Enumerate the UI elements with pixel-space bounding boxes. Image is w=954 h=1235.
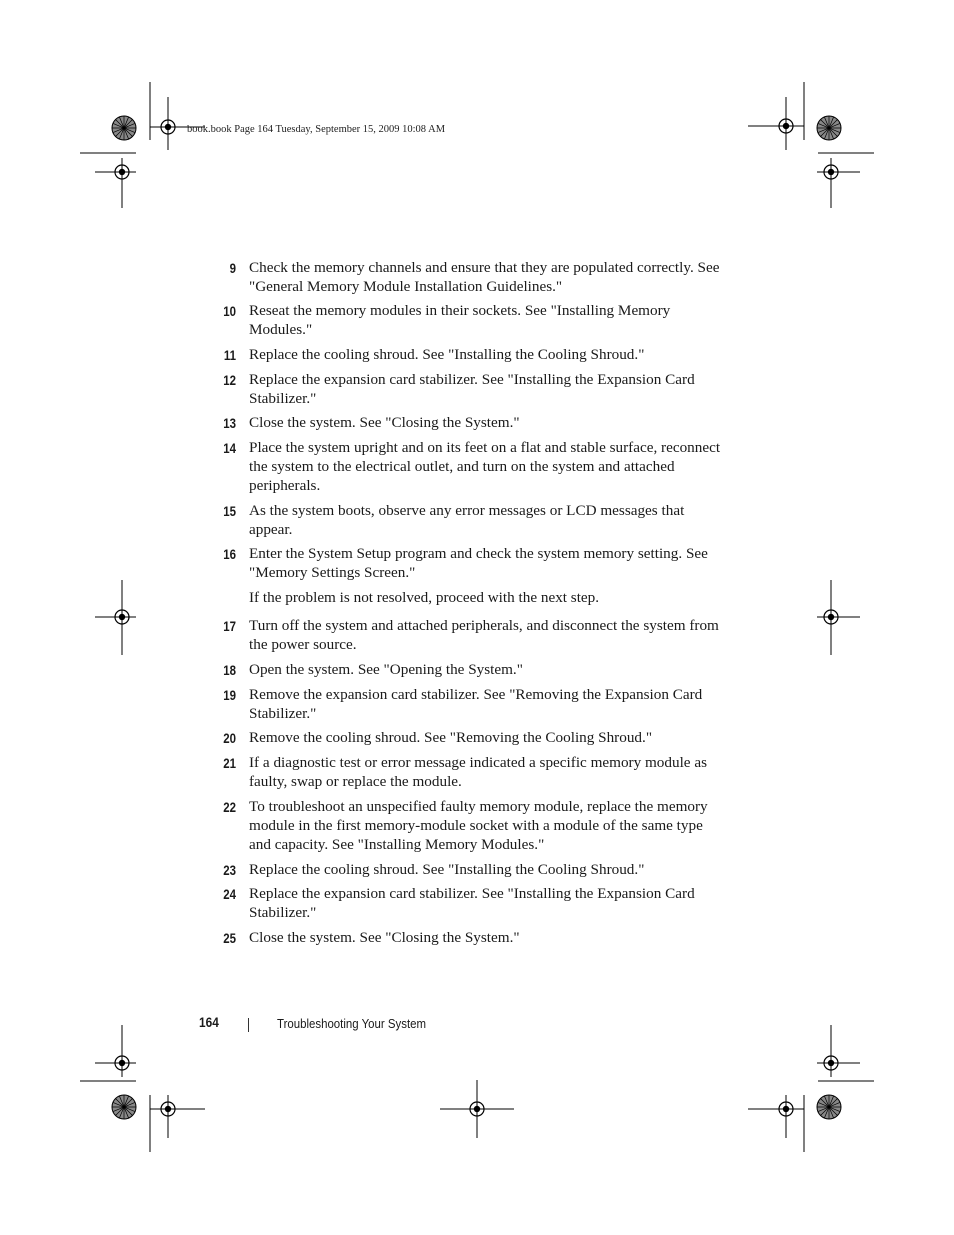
step-number: 10 [223,304,236,319]
bottom-left-marks [80,1025,205,1152]
step-number: 14 [223,441,236,456]
step-text: Place the system upright and on its feet on a flat and stable surface, reconnect the system to the electrical outlet, and turn on the system and attached peripherals. [249,439,721,494]
step-text: Remove the cooling shroud. See "Removing the Cooling Shroud." [249,729,653,746]
step-number: 17 [223,619,236,634]
footer-divider [248,1018,249,1032]
step-number: 13 [223,416,236,431]
step-text: Close the system. See "Closing the System." [249,414,520,431]
step-text: Replace the expansion card stabilizer. See "Installing the Expansion Card Stabilizer." [249,371,695,407]
step-number: 25 [223,931,236,946]
step-number: 16 [223,547,236,562]
bottom-right-marks [748,1025,874,1152]
step-text: Reseat the memory modules in their sockets. See "Installing Memory Modules." [249,302,671,338]
step-number: 23 [223,863,236,878]
step-text: Close the system. See "Closing the System." [249,929,520,946]
step-number: 18 [223,663,236,678]
top-right-marks [748,82,874,208]
step-text: Open the system. See "Opening the System." [249,661,523,678]
step-number: 12 [223,373,236,388]
step-note: If the problem is not resolved, proceed with the next step. [249,589,600,606]
step-text: Enter the System Setup program and check the system memory setting. See "Memory Settings Screen." [249,545,708,581]
step-text: To troubleshoot an unspecified faulty memory module, replace the memory module in the first memory-module socket with a module of the same type and capacity. See "Installing Memory Modules." [249,798,708,853]
step-number: 21 [223,756,236,771]
top-left-marks [80,82,205,208]
step-text: Replace the expansion card stabilizer. See "Installing the Expansion Card Stabilizer." [249,885,695,921]
step-number: 22 [223,800,236,815]
footer-section-title: Troubleshooting Your System [277,1016,427,1031]
step-text: Check the memory channels and ensure that they are populated correctly. See "General Memory Module Installation Guidelines." [249,259,720,295]
step-text: Replace the cooling shroud. See "Installing the Cooling Shroud." [249,861,645,878]
step-number: 9 [229,261,236,276]
step-number: 11 [223,348,236,363]
step-text: If a diagnostic test or error message indicated a specific memory module as faulty, swap or replace the module. [249,754,707,790]
mid-left-mark [95,580,136,655]
print-header-stamp: book.book Page 164 Tuesday, September 15, 2009 10:08 AM [187,124,446,135]
step-text: As the system boots, observe any error messages or LCD messages that appear. [249,502,685,538]
step-number: 24 [223,887,236,902]
step-text: Replace the cooling shroud. See "Installing the Cooling Shroud." [249,346,645,363]
page-number: 164 [199,1015,219,1030]
step-number: 20 [223,731,236,746]
bottom-center-mark [440,1080,514,1138]
step-number: 15 [223,504,236,519]
mid-right-mark [817,580,860,655]
step-number: 19 [223,688,236,703]
step-text: Remove the expansion card stabilizer. See "Removing the Expansion Card Stabilizer." [249,686,703,722]
step-text: Turn off the system and attached peripherals, and disconnect the system from the power source. [249,617,719,653]
